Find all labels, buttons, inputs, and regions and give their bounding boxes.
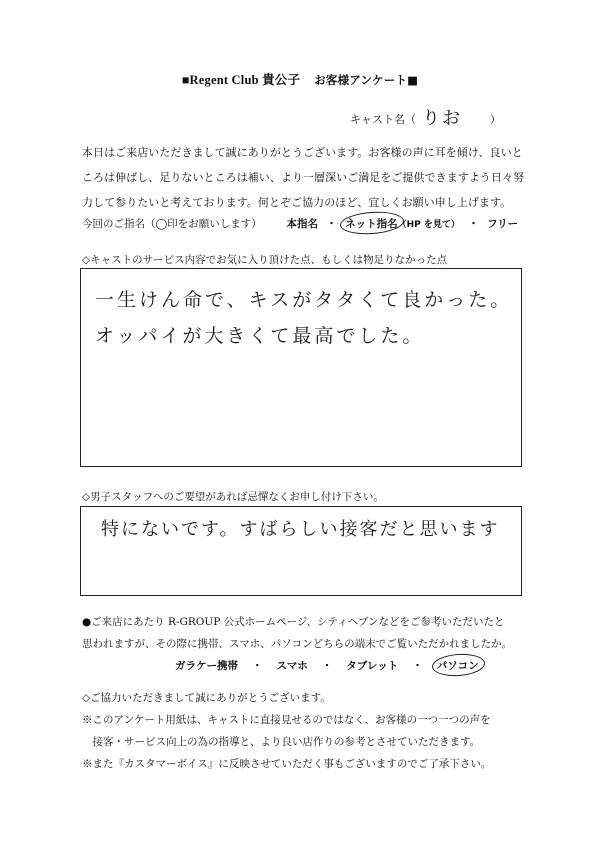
q1-answer-line-1: 一生けん命で、キスがタタくて良かった。 [95, 289, 513, 311]
intro-line: 力して参りたいと考えております。何とぞご協力のほど、宜しくお願い申し上げます。 [82, 196, 512, 209]
cast-name-row [350, 103, 501, 129]
nomination-row [82, 216, 518, 231]
q2-answer-box[interactable] [80, 506, 522, 596]
intro-line: 本日はご来店いただきまして誠にありがとうございます。お客様の声に耳を傾け、良いと [82, 146, 523, 159]
device-pc[interactable]: パソコン [436, 660, 479, 672]
visit-line: ●ご来店にあたり R-GROUP 公式ホームページ、シティヘブンなどをご参考いただいたと [82, 616, 505, 628]
option-net-nomination[interactable]: ネット指名 [345, 218, 398, 230]
cast-name-handwritten[interactable]: りお [422, 108, 462, 129]
q1-answer-line-2: オッパイが大きくて最高でした。 [95, 325, 425, 347]
q2-label: ◇男子スタッフへのご要望があれば忌憚なくお申し付け下さい。 [82, 491, 384, 503]
option-net-note: （HP を見て） [397, 220, 460, 230]
separator: ・ [321, 660, 333, 672]
cast-name-label: キャスト名（ [350, 113, 416, 126]
brand-title: ■Regent Club 貴公子 [181, 73, 301, 87]
separator: ・ [326, 218, 337, 230]
option-free[interactable]: フリー [487, 218, 519, 230]
separator: ・ [252, 660, 263, 672]
option-main-nomination[interactable]: 本指名 [286, 218, 318, 230]
device-smartphone[interactable]: スマホ [276, 660, 308, 672]
visit-line: 思われますが、その際に携帯、スマホ、パソコンどちらの端末でご覧いただかれましたか。 [82, 638, 513, 650]
footer-note: 接客・サービス向上の為の指導と、より良い店作りの参考とさせていただきます。 [82, 736, 481, 748]
device-tablet[interactable]: タブレット [346, 660, 399, 672]
separator: ・ [468, 218, 479, 230]
footer-note: ※このアンケート用紙は、キャストに直接見せるのではなく、お客様の一つ一つの声を [82, 714, 491, 726]
cast-name-close: ） [490, 113, 501, 126]
q2-answer: 特にないです。すばらしい接客だと思います [101, 519, 500, 540]
intro-line: ころは伸ばし、足りないところは補い、より一層深いご満足をご提供できますよう日々努 [82, 171, 524, 184]
q1-answer-box[interactable] [80, 268, 522, 467]
footer-note: ※また『カスタマーボイス』に反映させていただく事もございますのでご了承下さい。 [82, 758, 492, 770]
device-feature-phone[interactable]: ガラケー携帯 [175, 660, 238, 672]
separator: ・ [412, 660, 423, 672]
form-title: お客様アンケート■ [314, 73, 419, 87]
nomination-prompt: 今回のご指名（◯印をお願いします） [82, 218, 262, 230]
footer-thanks: ◇ご協力いただきまして誠にありがとうございます。 [82, 692, 331, 704]
q1-label: ◇キャストのサービス内容でお気に入り頂けた点、もしくは物足りなかった点 [82, 254, 448, 266]
intro-paragraph [82, 140, 522, 215]
survey-title [0, 70, 600, 88]
device-options [175, 658, 479, 673]
